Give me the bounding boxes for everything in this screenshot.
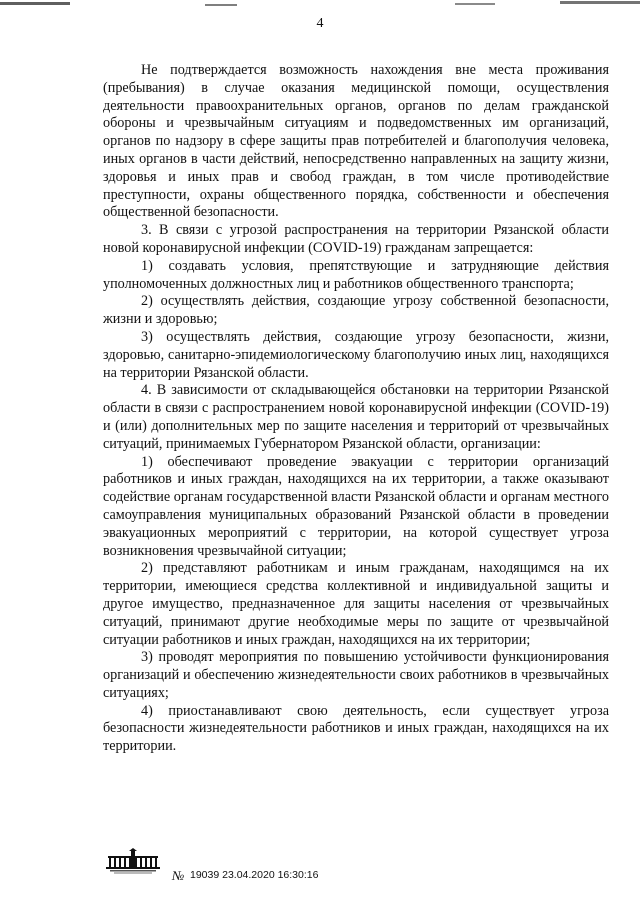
- paragraph-4-organizations: 4. В зависимости от складывающейся обстановки на территории Рязанской области в связи с распространением новой коронавирусной инфекции (COVID-19) и (или) дополнительных мер по защите населения и территорий от чрезвычайных ситуаций, принимаемых Губернатором Рязанской области, организации:: [103, 382, 609, 452]
- document-body: [103, 62, 609, 756]
- scan-streak: [0, 2, 70, 5]
- paragraph-4-item-4: 4) приостанавливают свою деятельность, если существует угроза безопасности жизнедеятельности работников и иных граждан, находящихся на их территории.: [103, 702, 609, 755]
- paragraph-3-item-2: 2) осуществлять действия, создающие угрозу собственной безопасности, жизни и здоровью;: [103, 293, 609, 328]
- document-footer: [104, 848, 424, 882]
- paragraph-4-item-3: 3) проводят мероприятия по повышению устойчивости функционирования организаций и обеспечению жизнедеятельности своих работников в чрезвычайных ситуациях;: [103, 649, 609, 701]
- scan-streak: [455, 3, 495, 5]
- registration-number-mark: №: [172, 868, 185, 883]
- page-number: 4: [316, 16, 324, 31]
- paragraph-4-item-2: 2) представляют работникам и иным гражданам, находящимся на их территории, имеющиеся средства коллективной и индивидуальной защиты и другое имущество, предназначенное для защиты населения от чрезвычайных ситуаций, принимают другие необходимые меры по защите от чрезвычайной ситуации работников и иных граждан, находящихся на их территории;: [103, 560, 609, 648]
- paragraph-4-item-1: 1) обеспечивают проведение эвакуации с территории организаций работников и иных граждан, находящихся на их территории, а также оказывают содействие органам государственной власти Рязанской области и органам местного самоуправления муниципальных образований Рязанской области в проведении эвакуационных мероприятий с территории, на которой существует угроза возникновения чрезвычайной ситуации;: [103, 453, 609, 559]
- scan-streak: [560, 1, 640, 4]
- paragraph-3-item-3: 3) осуществлять действия, создающие угрозу безопасности, жизни, здоровью, санитарно-эпидемиологическому благополучию иных лиц, находящихся на территории Рязанской области.: [103, 328, 609, 381]
- paragraph-3-prohibitions: 3. В связи с угрозой распространения на территории Рязанской области новой коронавирусной инфекции (COVID-19) гражданам запрещается:: [103, 222, 609, 256]
- scan-streak: [205, 4, 237, 6]
- paragraph-3-item-1: 1) создавать условия, препятствующие и затрудняющие действия уполномоченных должностных лиц и работников общественного транспорта;: [103, 257, 609, 292]
- building-logo-icon: [104, 848, 162, 874]
- paragraph-residence: Не подтверждается возможность нахождения вне места проживания (пребывания) в случае оказания медицинской помощи, осуществления деятельности правоохранительных органов, органов по делам гражданской обороны и чрезвычайным ситуациям и подведомственных им организаций, органов по надзору в сфере защиты прав потребителей и благополучия человека, иных органов в части действий, непосредственно направленных на защиту жизни, здоровья и иных прав и свобод граждан, в том числе противодействие преступности, охраны общественного порядка, собственности и обеспечения общественной безопасности.: [103, 62, 609, 221]
- registration-stamp: 19039 23.04.2020 16:30:16: [190, 869, 319, 881]
- scan-edge-artifact: [0, 0, 640, 14]
